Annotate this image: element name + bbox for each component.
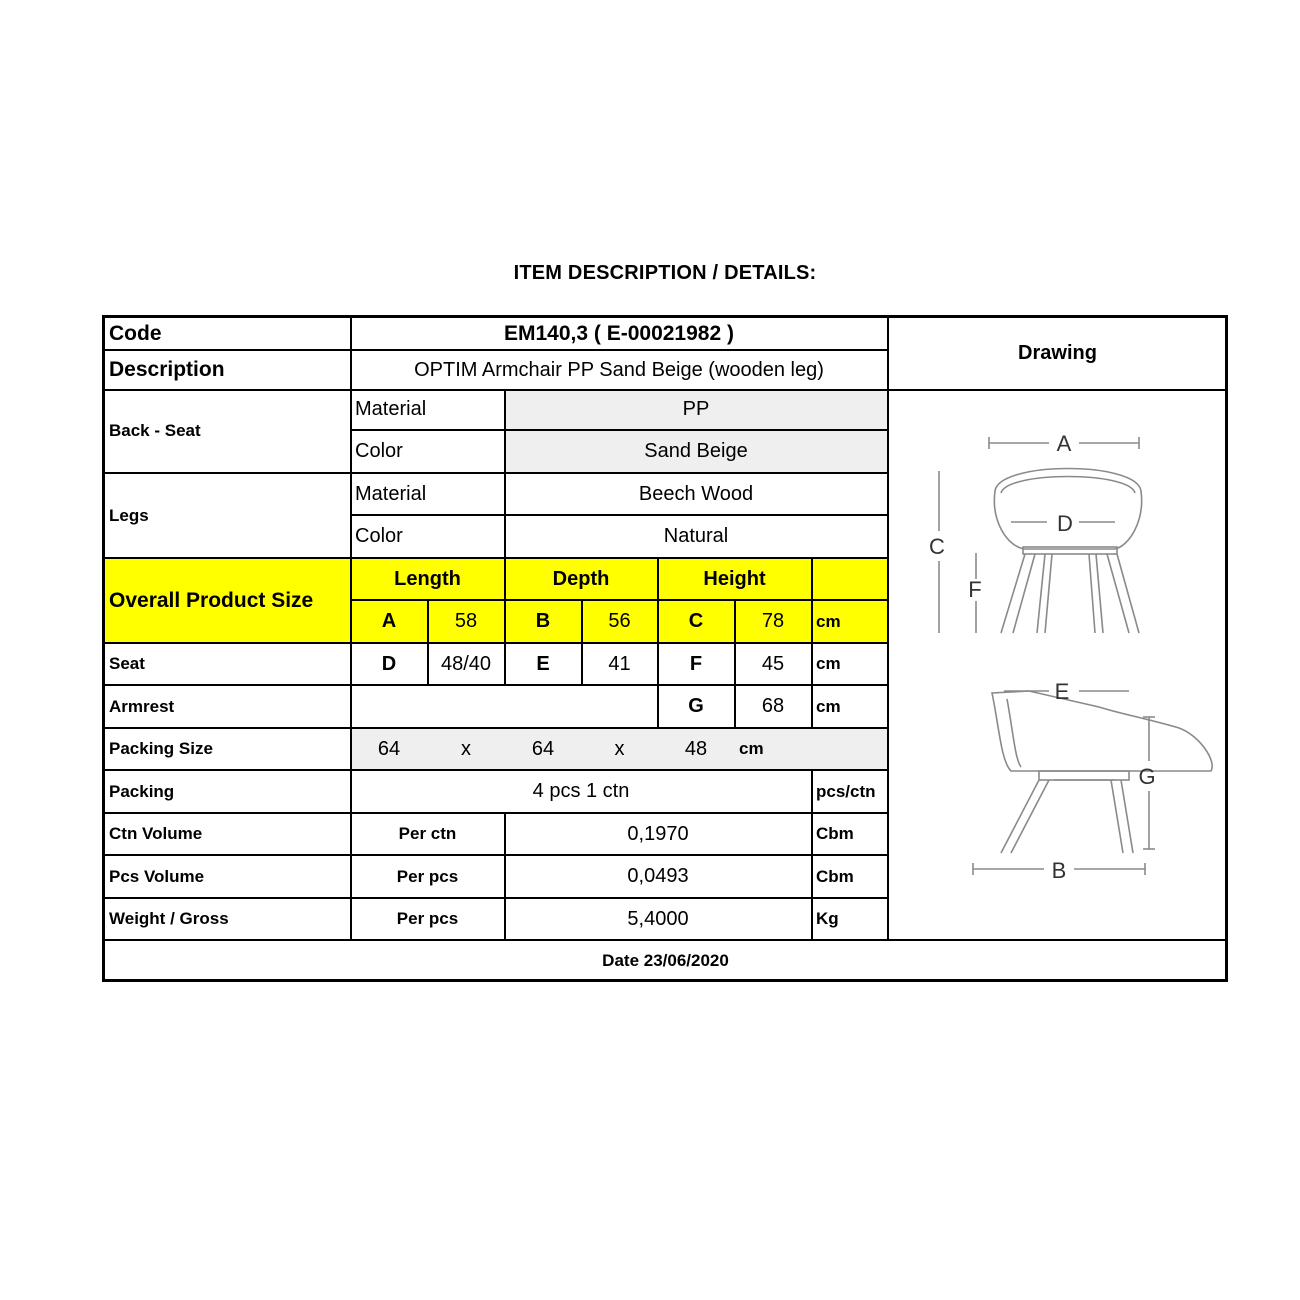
- drawing-label-d: D: [1057, 511, 1073, 536]
- packing-size-x2: x: [614, 737, 625, 760]
- drawing-label-c: C: [929, 534, 945, 559]
- dim-e-label: E: [536, 652, 550, 675]
- pcs-volume-per: Per pcs: [396, 866, 459, 886]
- dim-f-label: F: [689, 652, 703, 675]
- dim-c-value: 78: [761, 610, 785, 632]
- front-view: [939, 437, 1142, 633]
- seat-label: Seat: [109, 654, 145, 673]
- legs-color-value: Natural: [663, 525, 729, 547]
- pcs-volume-unit: Cbm: [816, 866, 854, 886]
- pcs-volume-value: 0,0493: [627, 865, 689, 887]
- dim-e-value: 41: [608, 652, 631, 675]
- dim-b-value: 56: [608, 610, 631, 632]
- item-details-table: [102, 315, 1228, 982]
- weight-unit: Kg: [816, 909, 839, 928]
- page-title: ITEM DESCRIPTION / DETAILS:: [513, 262, 817, 284]
- drawing-label-b: B: [1051, 858, 1067, 883]
- code-label: Code: [109, 321, 162, 345]
- length-header: Length: [394, 567, 461, 590]
- packing-size-width: 64: [531, 737, 555, 760]
- dim-d-value: 48/40: [440, 652, 492, 675]
- ctn-volume-per: Per ctn: [398, 824, 457, 843]
- packing-size-x1: x: [461, 737, 471, 760]
- legs-material-value: Beech Wood: [638, 482, 754, 505]
- pcs-volume-label: Pcs Volume: [109, 866, 205, 886]
- back-seat-color-label: Color: [355, 440, 403, 462]
- weight-per: Per pcs: [396, 909, 459, 928]
- dim-g-value: 68: [761, 695, 785, 717]
- side-view: [973, 691, 1212, 875]
- packing-size-height: 48: [684, 737, 708, 760]
- seat-unit: cm: [816, 654, 841, 673]
- armrest-unit: cm: [816, 696, 841, 716]
- packing-size-length: 64: [377, 737, 401, 760]
- dim-b-label: B: [535, 610, 551, 632]
- weight-value: 5,4000: [627, 907, 689, 930]
- depth-header: Depth: [552, 567, 610, 590]
- drawing-label-e: E: [1054, 679, 1070, 704]
- drawing-label-g: G: [1138, 764, 1156, 789]
- chair-drawing: [889, 391, 1226, 939]
- dim-a-label: A: [381, 610, 397, 632]
- packing-value: 4 pcs 1 ctn: [532, 780, 630, 802]
- drawing-header: Drawing: [1018, 342, 1097, 364]
- packing-unit: pcs/ctn: [816, 781, 876, 801]
- back-seat-label: Back - Seat: [109, 421, 201, 440]
- ctn-volume-value: 0,1970: [627, 822, 689, 845]
- overall-size-label: Overall Product Size: [109, 588, 314, 612]
- legs-material-label: Material: [355, 482, 427, 505]
- ctn-volume-label: Ctn Volume: [109, 824, 203, 843]
- armrest-label: Armrest: [109, 696, 175, 716]
- back-seat-material-label: Material: [355, 398, 427, 420]
- height-header: Height: [703, 567, 766, 590]
- dim-a-value: 58: [454, 610, 478, 632]
- dim-f-value: 45: [761, 652, 785, 675]
- dim-d-label: D: [381, 652, 397, 675]
- description-value: OPTIM Armchair PP Sand Beige (wooden leg): [414, 358, 824, 381]
- weight-label: Weight / Gross: [109, 909, 229, 928]
- back-seat-color-value: Sand Beige: [644, 440, 748, 462]
- drawing-label-a: A: [1056, 431, 1072, 456]
- packing-size-unit: cm: [739, 739, 764, 758]
- code-value: EM140,3 ( E-00021982 ): [504, 321, 734, 345]
- overall-unit: cm: [816, 611, 841, 631]
- date-footer: Date 23/06/2020: [602, 950, 729, 970]
- description-label: Description: [109, 358, 225, 381]
- packing-size-label: Packing Size: [109, 739, 213, 758]
- legs-color-label: Color: [355, 525, 403, 547]
- dim-c-label: C: [688, 610, 704, 632]
- dim-g-label: G: [688, 695, 704, 717]
- back-seat-material-value: PP: [682, 398, 710, 420]
- packing-label: Packing: [109, 781, 175, 801]
- legs-label: Legs: [109, 505, 149, 525]
- ctn-volume-unit: Cbm: [816, 824, 854, 843]
- drawing-label-f: F: [968, 577, 982, 602]
